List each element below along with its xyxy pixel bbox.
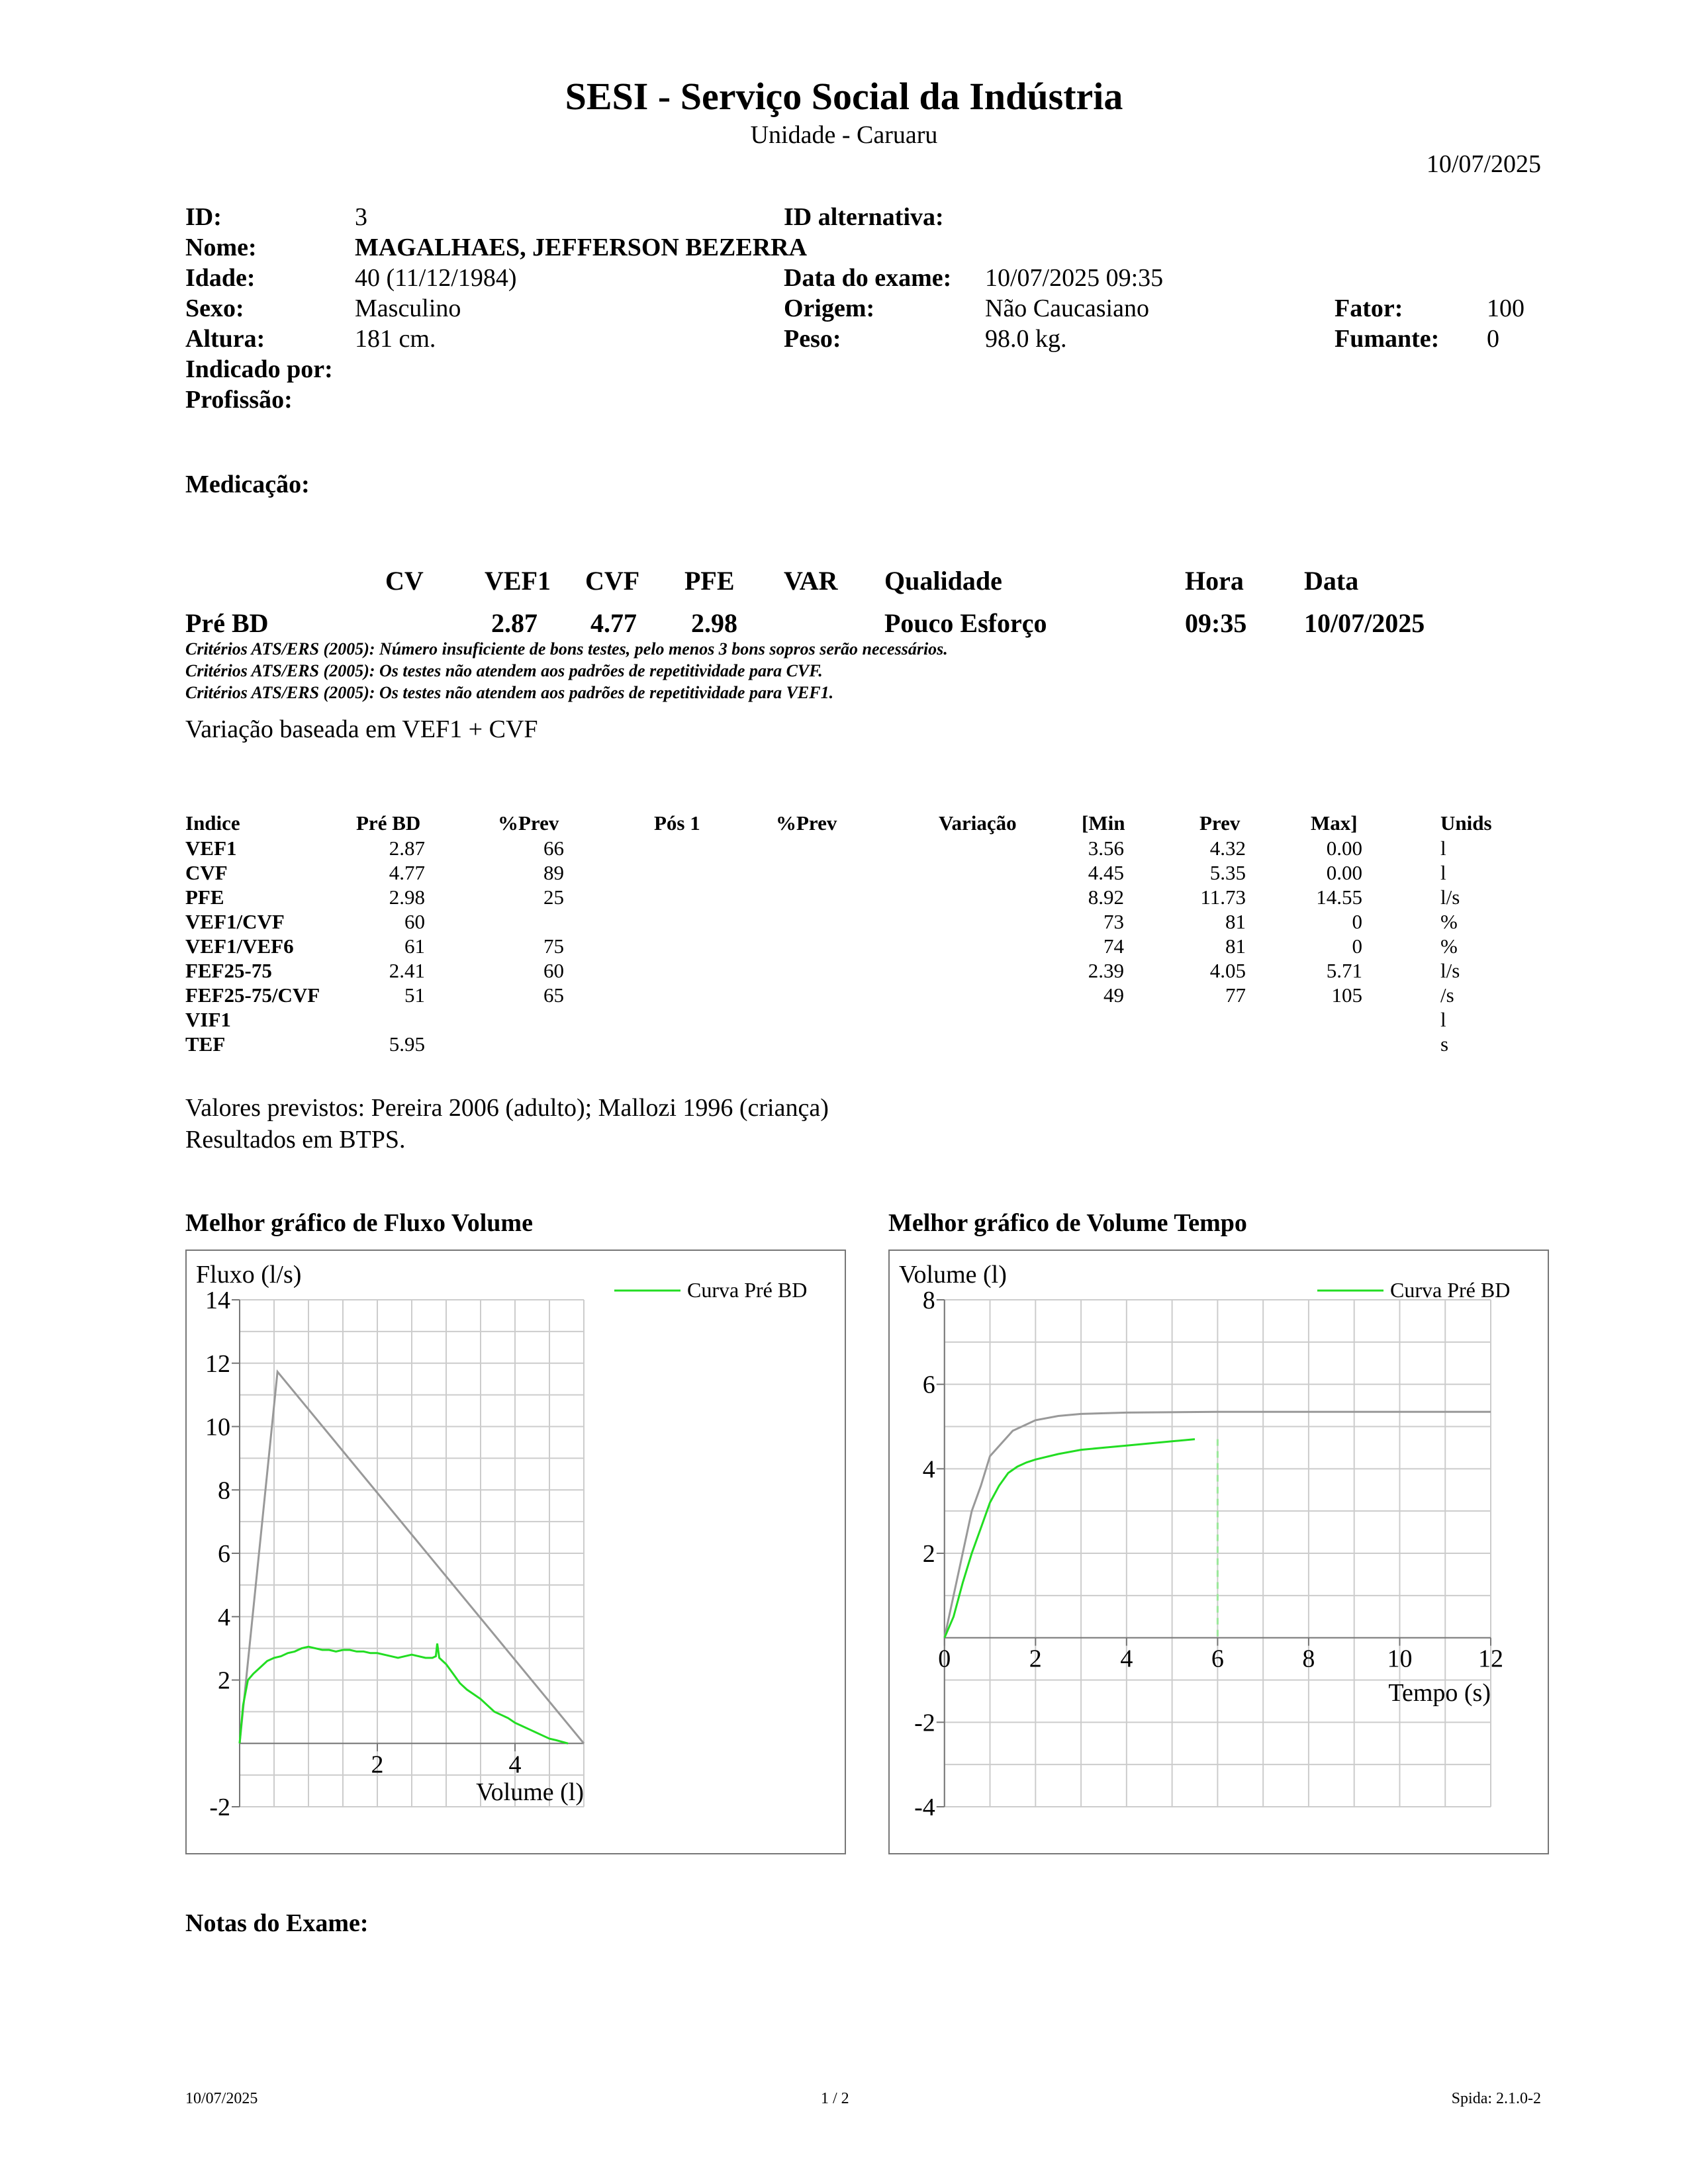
summary-header-vef1: VEF1: [485, 566, 551, 596]
referred-label: Indicado por:: [185, 355, 333, 383]
indices-header: Prev: [1199, 811, 1241, 835]
index-value: l: [1440, 837, 1446, 860]
index-name: FEF25-75: [185, 959, 272, 982]
predicted-values-note: Valores previstos: Pereira 2006 (adulto); Mallozi 1996 (criança): [185, 1094, 829, 1122]
index-value: l/s: [1440, 886, 1460, 909]
btps-note: Resultados em BTPS.: [185, 1126, 406, 1154]
index-value: 5.95: [389, 1032, 425, 1056]
y-axis-label: Volume (l): [899, 1261, 1007, 1289]
sex-label: Sexo:: [185, 295, 244, 322]
id-value: 3: [355, 203, 367, 231]
x-tick-label: 8: [1302, 1645, 1315, 1673]
indices-header: Indice: [185, 811, 240, 835]
index-value: 4.05: [1209, 959, 1246, 982]
index-value: 74: [1103, 934, 1124, 958]
smoker-value: 0: [1487, 325, 1499, 353]
summary-quality: Pouco Esforço: [884, 608, 1047, 638]
variation-note: Variação baseada em VEF1 + CVF: [185, 715, 538, 743]
index-value: 60: [404, 910, 425, 933]
summary-time: 09:35: [1185, 608, 1247, 638]
y-tick-label: 6: [218, 1540, 230, 1568]
footer-date: 10/07/2025: [185, 2090, 258, 2107]
index-value: l: [1440, 1008, 1446, 1031]
index-value: 3.56: [1088, 837, 1124, 860]
sex-value: Masculino: [355, 295, 461, 322]
index-value: 77: [1225, 983, 1246, 1007]
y-tick-label: -2: [914, 1709, 935, 1737]
index-value: 2.41: [389, 959, 425, 982]
id-label: ID:: [185, 203, 222, 231]
smoker-label: Fumante:: [1335, 325, 1440, 353]
y-tick-label: 4: [922, 1455, 935, 1484]
summary-date: 10/07/2025: [1304, 608, 1425, 638]
summary-cvf: 4.77: [590, 608, 637, 638]
exam-date-label: Data do exame:: [784, 264, 952, 292]
weight-label: Peso:: [784, 325, 841, 353]
index-name: PFE: [185, 886, 224, 909]
criteria-note: Critérios ATS/ERS (2005): Os testes não atendem aos padrões de repetitividade para VEF1.: [185, 683, 834, 702]
x-axis-label: Volume (l): [476, 1778, 584, 1806]
origin-value: Não Caucasiano: [985, 295, 1149, 322]
index-name: TEF: [185, 1032, 226, 1056]
summary-pfe: 2.98: [691, 608, 737, 638]
flow-volume-chart-title: Melhor gráfico de Fluxo Volume: [185, 1209, 533, 1237]
index-value: s: [1440, 1032, 1449, 1056]
name-label: Nome:: [185, 234, 257, 261]
medication-label: Medicação:: [185, 471, 310, 498]
x-tick-label: 0: [938, 1645, 951, 1673]
index-value: 105: [1331, 983, 1362, 1007]
criteria-note: Critérios ATS/ERS (2005): Os testes não atendem aos padrões de repetitividade para CVF.: [185, 661, 823, 680]
report-date: 10/07/2025: [1426, 150, 1541, 178]
indices-header: Unids: [1440, 811, 1492, 835]
index-value: 0.00: [1326, 861, 1362, 884]
index-value: 2.39: [1088, 959, 1124, 982]
index-value: /s: [1440, 983, 1454, 1007]
summary-header-time: Hora: [1185, 566, 1244, 596]
index-value: 0: [1352, 934, 1362, 958]
index-value: 51: [404, 983, 425, 1007]
criteria-note: Critérios ATS/ERS (2005): Número insuficiente de bons testes, pelo menos 3 bons sopros serão necessários.: [185, 639, 948, 659]
weight-value: 98.0 kg.: [985, 325, 1067, 353]
alt-id-label: ID alternativa:: [784, 203, 944, 231]
age-label: Idade:: [185, 264, 256, 292]
indices-header: Max]: [1311, 811, 1358, 835]
summary-header-cvf: CVF: [585, 566, 640, 596]
origin-label: Origem:: [784, 295, 875, 322]
age-value: 40 (11/12/1984): [355, 264, 517, 292]
index-value: 2.87: [389, 837, 425, 860]
y-tick-label: 8: [218, 1477, 230, 1505]
index-value: 11.73: [1200, 886, 1246, 909]
index-value: 8.92: [1088, 886, 1124, 909]
indices-header: [Min: [1082, 811, 1125, 835]
height-label: Altura:: [185, 325, 265, 353]
index-value: 5.71: [1326, 959, 1362, 982]
report-title: SESI - Serviço Social da Indústria: [565, 75, 1123, 118]
x-tick-label: 2: [1029, 1645, 1042, 1673]
index-name: VEF1/CVF: [185, 910, 285, 933]
index-name: VEF1/VEF6: [185, 934, 294, 958]
x-tick-label: 12: [1478, 1645, 1503, 1673]
indices-header: %Prev: [498, 811, 559, 835]
y-tick-label: 4: [218, 1603, 230, 1631]
index-value: 61: [404, 934, 425, 958]
profession-label: Profissão:: [185, 386, 293, 414]
index-value: 4.45: [1088, 861, 1124, 884]
index-value: 4.32: [1209, 837, 1246, 860]
index-value: 49: [1103, 983, 1124, 1007]
index-value: 65: [543, 983, 564, 1007]
factor-label: Fator:: [1335, 295, 1403, 322]
index-name: VIF1: [185, 1008, 231, 1031]
summary-vef1: 2.87: [491, 608, 538, 638]
index-value: 73: [1103, 910, 1124, 933]
index-value: 14.55: [1316, 886, 1362, 909]
index-name: CVF: [185, 861, 228, 884]
index-value: 81: [1225, 910, 1246, 933]
indices-header: %Prev: [776, 811, 837, 835]
index-value: 0.00: [1326, 837, 1362, 860]
measured-curve: [240, 1643, 568, 1743]
x-tick-label: 2: [371, 1751, 384, 1779]
index-value: 0: [1352, 910, 1362, 933]
y-tick-label: 6: [922, 1371, 935, 1399]
index-value: 66: [543, 837, 564, 860]
index-value: l: [1440, 861, 1446, 884]
index-value: 25: [543, 886, 564, 909]
x-tick-label: 10: [1387, 1645, 1413, 1673]
index-value: 81: [1225, 934, 1246, 958]
x-axis-label: Tempo (s): [1388, 1679, 1491, 1707]
index-value: 89: [543, 861, 564, 884]
volume-time-chart: [888, 1250, 1549, 1854]
index-value: 5.35: [1209, 861, 1246, 884]
volume-time-chart-svg: [890, 1251, 1548, 1853]
summary-header-cv: CV: [385, 566, 424, 596]
index-name: VEF1: [185, 837, 237, 860]
y-tick-label: -4: [914, 1794, 935, 1821]
summary-header-pfe: PFE: [684, 566, 735, 596]
index-value: 60: [543, 959, 564, 982]
legend-label: Curva Pré BD: [1390, 1278, 1511, 1302]
index-value: 2.98: [389, 886, 425, 909]
summary-header-var: VAR: [784, 566, 838, 596]
indices-header: Pós 1: [654, 811, 700, 835]
y-tick-label: 2: [218, 1666, 230, 1695]
indices-header: Variação: [939, 811, 1017, 835]
flow-volume-chart-svg: [187, 1251, 845, 1853]
y-tick-label: 14: [205, 1287, 230, 1314]
y-tick-label: 8: [922, 1287, 935, 1314]
height-value: 181 cm.: [355, 325, 436, 353]
y-axis-label: Fluxo (l/s): [196, 1261, 302, 1289]
y-tick-label: 12: [205, 1349, 230, 1378]
footer-version: Spida: 2.1.0-2: [1451, 2090, 1541, 2107]
indices-header: Pré BD: [356, 811, 421, 835]
summary-row-label: Pré BD: [185, 608, 269, 638]
footer-page: 1 / 2: [821, 2090, 849, 2107]
index-value: %: [1440, 910, 1458, 933]
y-tick-label: -2: [209, 1794, 230, 1821]
report-subtitle: Unidade - Caruaru: [750, 121, 938, 149]
volume-time-chart-title: Melhor gráfico de Volume Tempo: [888, 1209, 1247, 1237]
summary-header-quality: Qualidade: [884, 566, 1002, 596]
x-tick-label: 6: [1211, 1645, 1224, 1673]
x-tick-label: 4: [508, 1751, 522, 1779]
index-value: 4.77: [389, 861, 425, 884]
factor-value: 100: [1487, 295, 1524, 322]
y-tick-label: 2: [922, 1540, 935, 1568]
index-value: l/s: [1440, 959, 1460, 982]
flow-volume-chart: [185, 1250, 846, 1854]
index-value: %: [1440, 934, 1458, 958]
y-tick-label: 10: [205, 1413, 230, 1441]
x-tick-label: 4: [1120, 1645, 1133, 1673]
legend-label: Curva Pré BD: [687, 1278, 808, 1302]
summary-header-date: Data: [1304, 566, 1359, 596]
exam-date-value: 10/07/2025 09:35: [985, 264, 1164, 292]
exam-notes-label: Notas do Exame:: [185, 1909, 369, 1937]
index-name: FEF25-75/CVF: [185, 983, 320, 1007]
name-value: MAGALHAES, JEFFERSON BEZERRA: [355, 234, 808, 261]
index-value: 75: [543, 934, 564, 958]
